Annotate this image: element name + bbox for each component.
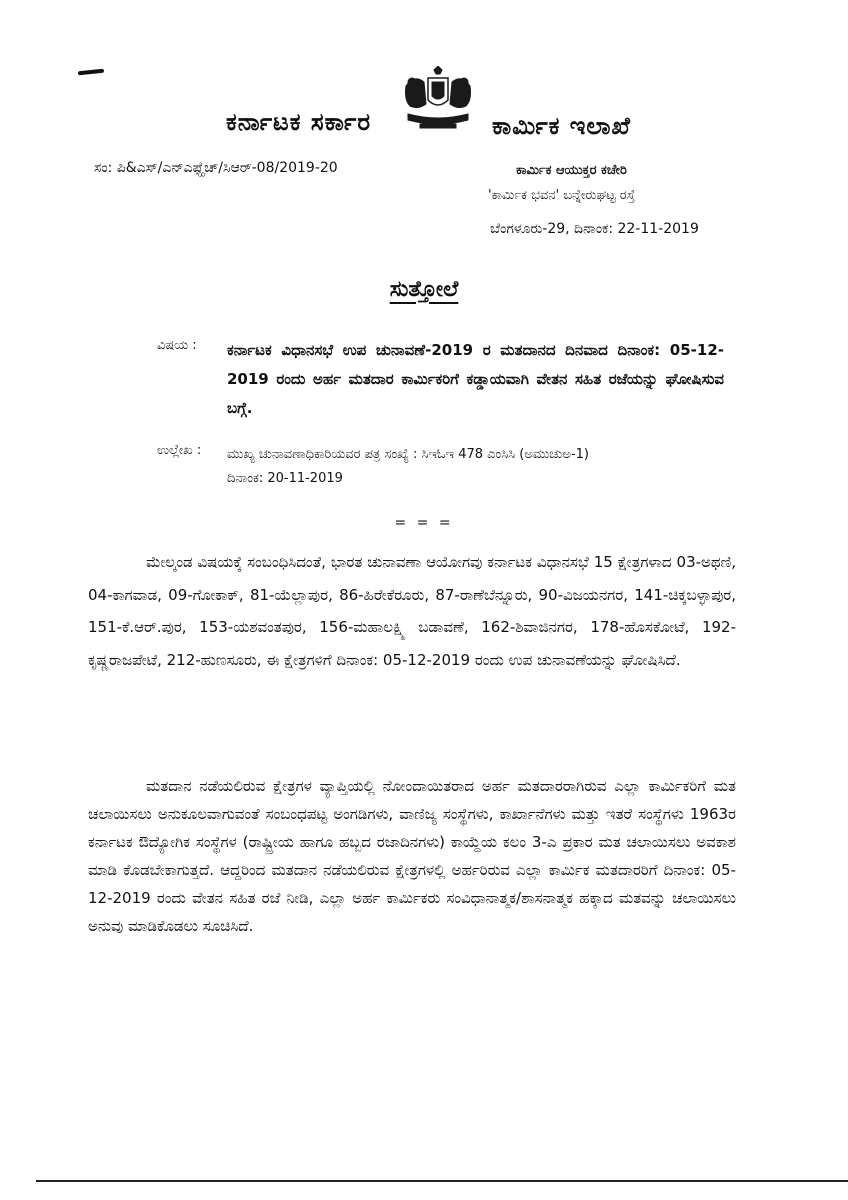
reference-line-1: ಮುಖ್ಯ ಚುನಾವಣಾಧಿಕಾರಿಯವರ ಪತ್ರ ಸಂಖ್ಯೆ : ಸಿಇಓಇ 478 ಎಂಸಿಸಿ (ಅಮುಚುಅ-1) [227, 447, 589, 462]
city-and-date: ಬೆಂಗಳೂರು-29, ದಿನಾಂಕ: 22-11-2019 [490, 221, 699, 237]
office-name: ಕಾರ್ಮಿಕ ಆಯುಕ್ತರ ಕಚೇರಿ [516, 163, 627, 178]
subject-label: ವಿಷಯ : [157, 338, 197, 353]
reference-line-2: ದಿನಾಂಕ: 20-11-2019 [227, 471, 343, 486]
paragraph-text: ಮೇಲ್ಕಂಡ ವಿಷಯಕ್ಕೆ ಸಂಬಂಧಿಸಿದಂತೆ, ಭಾರತ ಚುನಾವಣಾ ಆಯೋಗವು ಕರ್ನಾಟಕ ವಿಧಾನಸಭೆ 15 ಕ್ಷೇತ್ರಗಳಾದ 03-ಅಥಣಿ, 04-ಕಾಗವಾಡ, 09-ಗೋಕಾಕ್, 81-ಯೆಲ್ಲಾಪುರ, 86-ಹಿರೇಕೆರೂರು, 87-ರಾಣೆಬೆನ್ನೂರು, 90-ವಿಜಯನಗರ, 141-ಚಿಕ್ಕಬಳ್ಳಾಪುರ, 151-ಕೆ.ಆರ್.ಪುರ, 153-ಯಶವಂತಪುರ, 156-ಮಹಾಲಕ್ಷ್ಮಿ ಬಡಾವಣೆ, 162-ಶಿವಾಜಿನಗರ, 178-ಹೊಸಕೋಟೆ, 192-ಕೃಷ್ಣರಾಜಪೇಟೆ, 212-ಹುಣಸೂರು, ಈ ಕ್ಷೇತ್ರಗಳಿಗೆ ದಿನಾಂಕ: 05-12-2019 ರಂದು ಉಪ ಚುನಾವಣೆಯನ್ನು ಘೋಷಿಸಿದೆ. [88, 553, 736, 669]
government-title: ಕರ್ನಾಟಕ ಸರ್ಕಾರ [226, 108, 372, 136]
page-bottom-line [36, 1180, 848, 1182]
pen-mark [78, 69, 104, 76]
reference-number: ಸಂ: ಪಿ&ಎಸ್/ಎನ್ಎಫ್ಹೆಚ್/ಸಿಆರ್-08/2019-20 [94, 160, 338, 176]
reference-text [227, 443, 727, 491]
body-paragraph-1 [88, 546, 736, 676]
circular-title: ಸುತ್ತೋಲೆ [389, 277, 459, 302]
reference-label: ಉಲ್ಲೇಖ : [157, 443, 202, 458]
state-emblem-icon [398, 66, 478, 136]
department-title: ಕಾರ್ಮಿಕ ಇಲಾಖೆ [492, 112, 631, 140]
paragraph-text: ಮತದಾನ ನಡೆಯಲಿರುವ ಕ್ಷೇತ್ರಗಳ ವ್ಯಾಪ್ತಿಯಲ್ಲಿ ನೋಂದಾಯಿತರಾದ ಅರ್ಹ ಮತದಾರರಾಗಿರುವ ಎಲ್ಲಾ ಕಾರ್ಮಿಕರಿಗೆ ಮತ ಚಲಾಯಿಸಲು ಅನುಕೂಲವಾಗುವಂತೆ ಸಂಬಂಧಪಟ್ಟ ಅಂಗಡಿಗಳು, ವಾಣಿಜ್ಯ ಸಂಸ್ಥೆಗಳು, ಕಾರ್ಖಾನೆಗಳು ಮತ್ತು ಇತರೆ ಸಂಸ್ಥೆಗಳು 1963ರ ಕರ್ನಾಟಕ ಔದ್ಯೋಗಿಕ ಸಂಸ್ಥೆಗಳ (ರಾಷ್ಟ್ರೀಯ ಹಾಗೂ ಹಬ್ಬದ ರಜಾದಿನಗಳು) ಕಾಯ್ದೆಯ ಕಲಂ 3-ಎ ಪ್ರಕಾರ ಮತ ಚಲಾಯಿಸಲು ಅವಕಾಶ ಮಾಡಿ ಕೊಡಬೇಕಾಗುತ್ತದೆ. ಆದ್ದರಿಂದ ಮತದಾನ ನಡೆಯಲಿರುವ ಕ್ಷೇತ್ರಗಳಲ್ಲಿ ಅರ್ಹರಿರುವ ಎಲ್ಲಾ ಕಾರ್ಮಿಕ ಮತದಾರರಿಗೆ ದಿನಾಂಕ: 05-12-2019 ರಂದು ವೇತನ ಸಹಿತ ರಜೆ ನೀಡಿ, ಎಲ್ಲಾ ಅರ್ಹ ಕಾರ್ಮಿಕರು ಸಂವಿಧಾನಾತ್ಮಕ/ಶಾಸನಾತ್ಮಕ ಹಕ್ಕಾದ ಮತವನ್ನು ಚಲಾಯಿಸಲು ಅನುವು ಮಾಡಿಕೊಡಲು ಸೂಚಿಸಿದೆ. [88, 777, 736, 935]
body-paragraph-2 [88, 772, 736, 940]
separator: = = = [394, 515, 454, 531]
office-address: 'ಕಾರ್ಮಿಕ ಭವನ' ಬನ್ನೇರುಘಟ್ಟ ರಸ್ತೆ [488, 188, 636, 203]
subject-text: ಕರ್ನಾಟಕ ವಿಧಾನಸಭೆ ಉಪ ಚುನಾವಣೆ-2019 ರ ಮತದಾನದ ದಿನವಾದ ದಿನಾಂಕ: 05-12-2019 ರಂದು ಅರ್ಹ ಮತದಾರ ಕಾರ್ಮಿಕರಿಗೆ ಕಡ್ಡಾಯವಾಗಿ ವೇತನ ಸಹಿತ ರಜೆಯನ್ನು ಘೋಷಿಸುವ ಬಗ್ಗೆ. [227, 341, 724, 417]
